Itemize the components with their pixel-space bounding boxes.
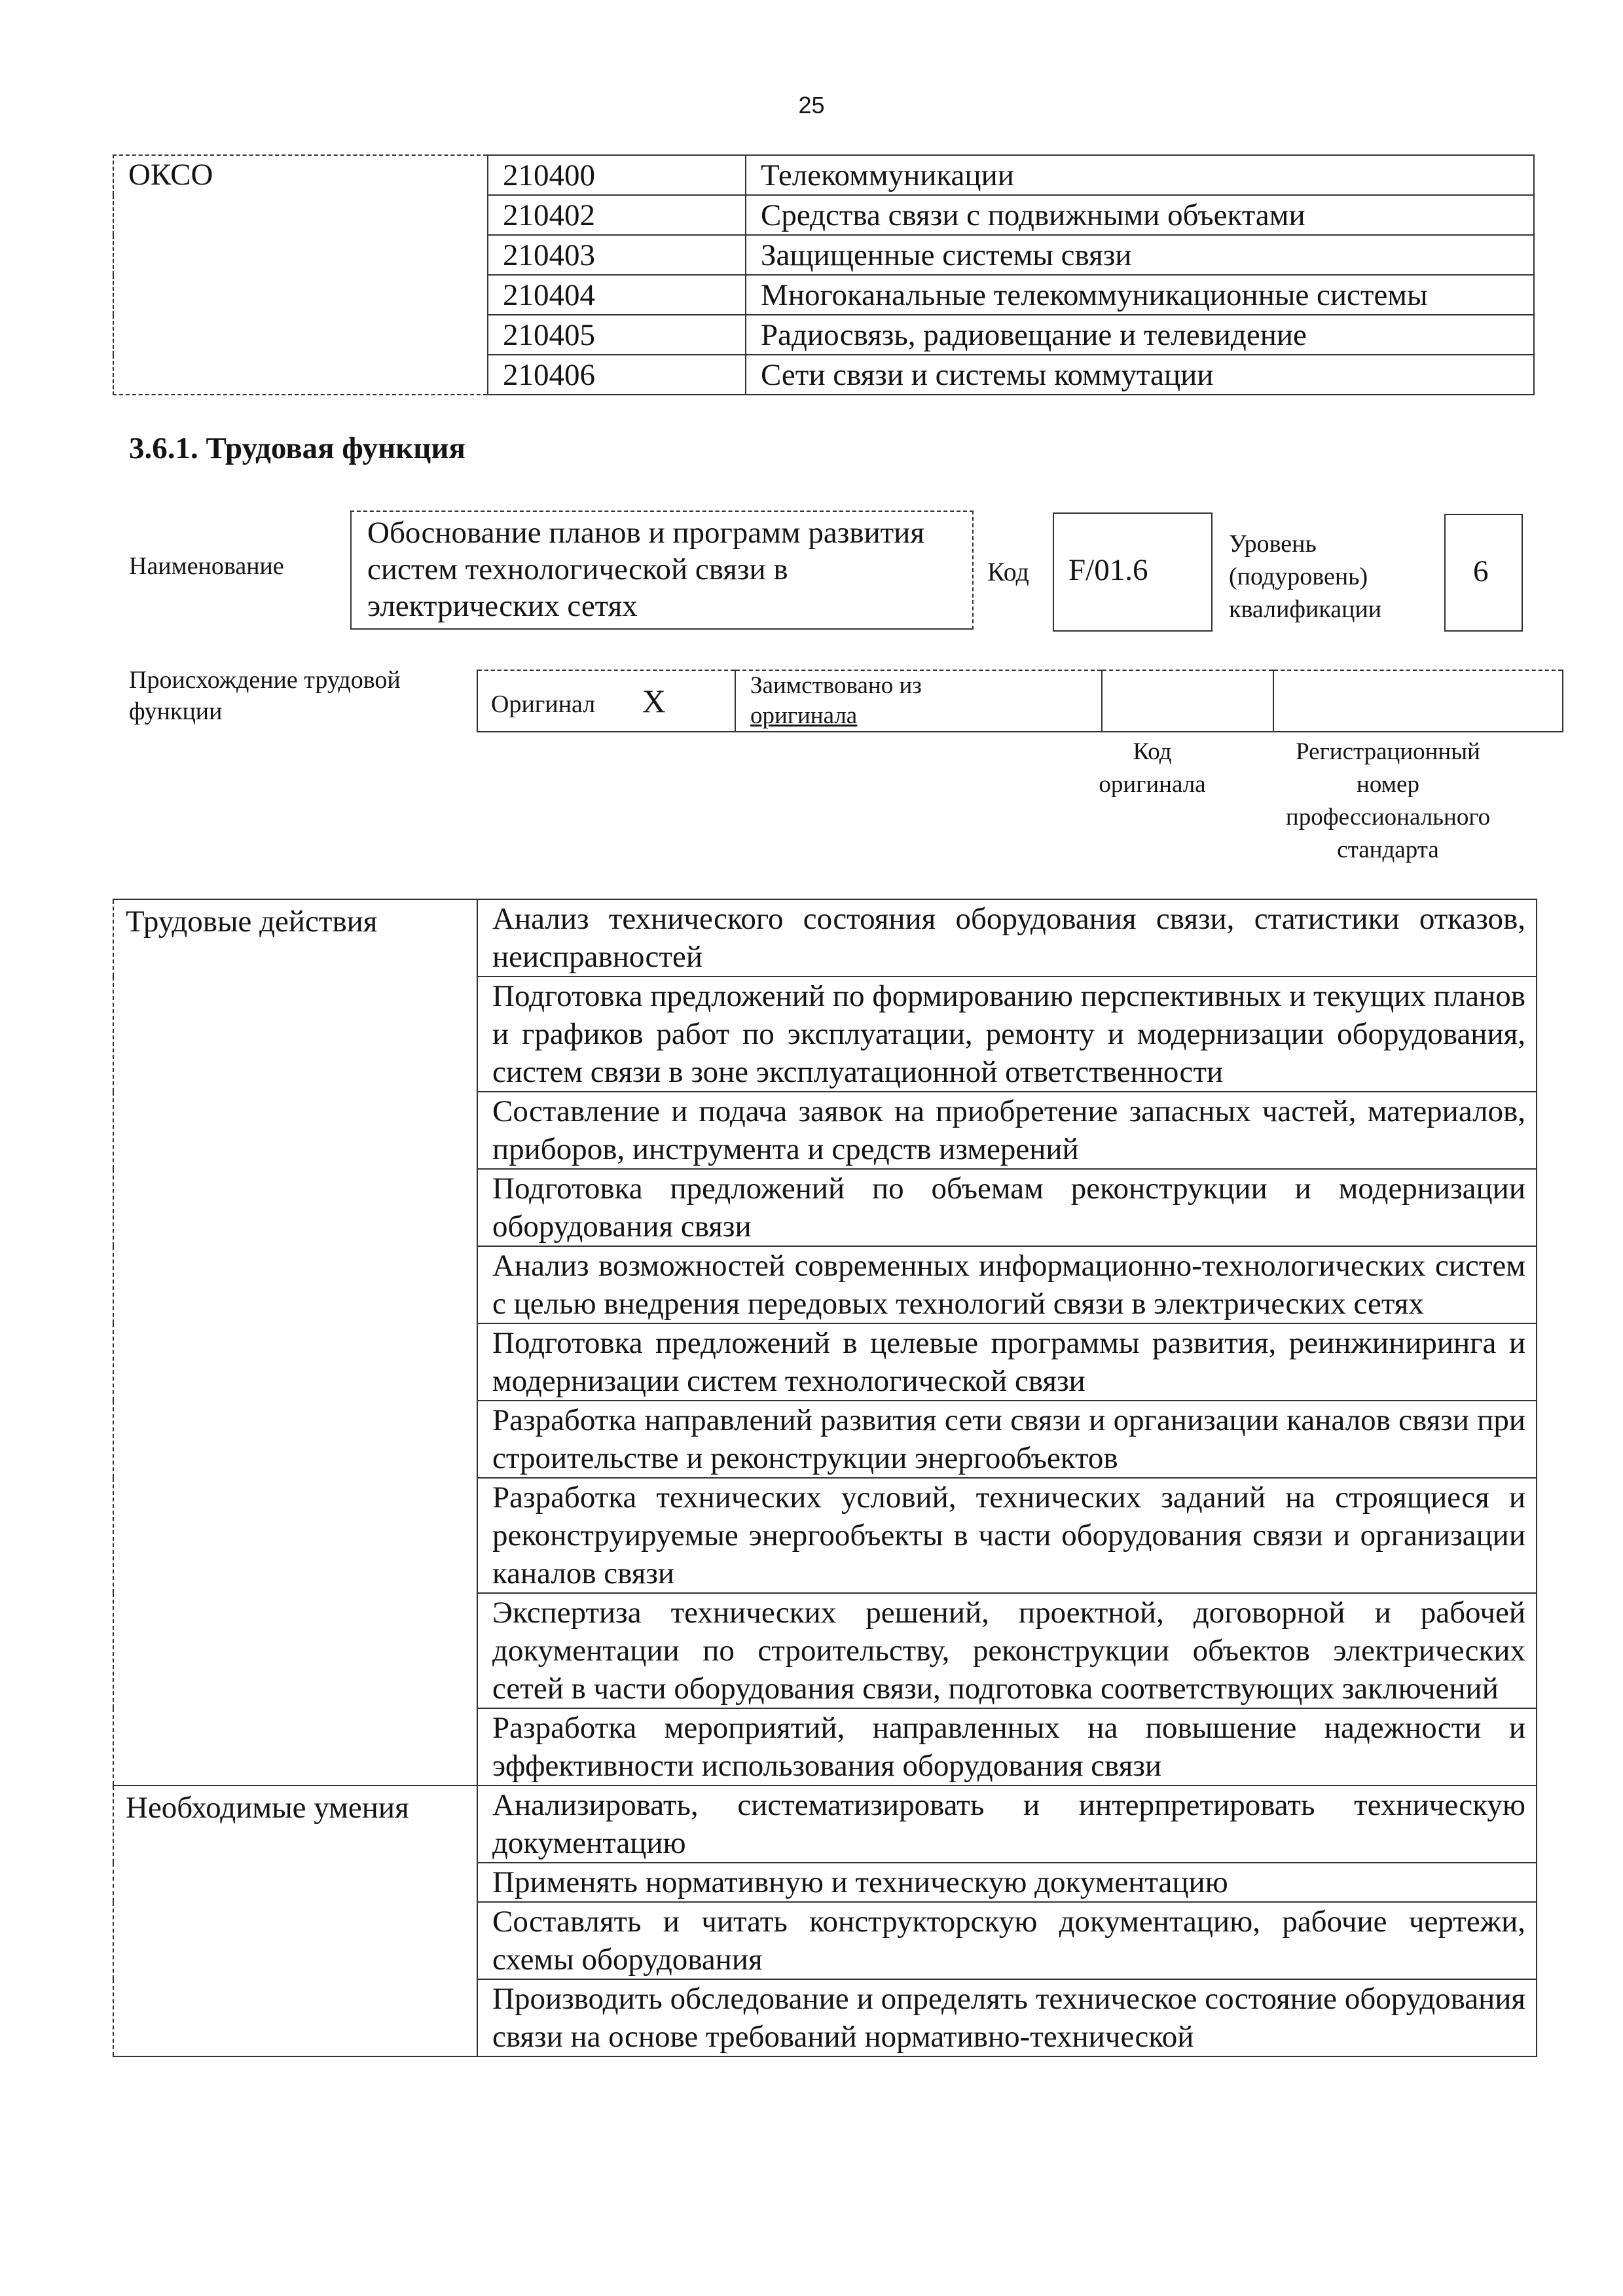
borrowed-line: Заимствовано из — [750, 672, 922, 699]
labor-action-item: Подготовка предложений в целевые программы развития, реинжиниринга и модернизации систем технологической связи — [477, 1323, 1537, 1401]
skill-item: Применять нормативную и техническую документацию — [477, 1863, 1537, 1902]
function-name-line: Обоснование планов и программ развития — [367, 516, 924, 550]
section-title: 3.6.1. Трудовая функция — [129, 431, 465, 465]
labor-action-item: Разработка направлений развития сети связи и организации каналов связи при строительстве и реконструкции энергообъектов — [477, 1401, 1537, 1478]
function-name-box — [350, 511, 974, 630]
level-label-line: (подуровень) — [1229, 563, 1368, 590]
skill-item: Составлять и читать конструкторскую документацию, рабочие чертежи, схемы оборудования — [477, 1902, 1537, 1979]
origin-label-line: Происхождение трудовой — [129, 666, 401, 694]
code-caption-line: оригинала — [1099, 771, 1206, 798]
okso-code: 210400 — [488, 155, 746, 195]
level-label-line: квалификации — [1229, 596, 1382, 623]
okso-name: Защищенные системы связи — [746, 235, 1534, 275]
code-caption — [1061, 736, 1244, 801]
okso-code: 210404 — [488, 275, 746, 315]
skills-header: Необходимые умения — [113, 1785, 477, 2056]
labor-actions-header: Трудовые действия — [113, 899, 477, 1785]
labor-action-item: Разработка мероприятий, направленных на повышение надежности и эффективности использования оборудования связи — [477, 1708, 1537, 1785]
reg-caption — [1244, 736, 1532, 867]
okso-name: Многоканальные телекоммуникационные системы — [746, 275, 1534, 315]
reg-caption-line: номер — [1357, 771, 1419, 798]
level-label-line: Уровень — [1229, 530, 1317, 558]
level-box — [1444, 514, 1523, 632]
okso-code: 210403 — [488, 235, 746, 275]
okso-code: 210406 — [488, 355, 746, 395]
okso-label: ОКСО — [113, 155, 488, 395]
name-label: Наименование — [129, 552, 284, 580]
okso-name: Телекоммуникации — [746, 155, 1534, 195]
okso-name: Сети связи и системы коммутации — [746, 355, 1534, 395]
labor-function-table — [113, 899, 1537, 2057]
reg-caption-line: Регистрационный — [1296, 738, 1480, 765]
labor-action-item: Анализ технического состояния оборудования связи, статистики отказов, неисправностей — [477, 899, 1537, 977]
labor-action-item: Составление и подача заявок на приобретение запасных частей, материалов, приборов, инструмента и средств измерений — [477, 1092, 1537, 1169]
function-name-line: электрических сетях — [367, 589, 638, 623]
labor-action-item: Разработка технических условий, технических заданий на строящиеся и реконструируемые энергообъекты в части оборудования связи и организации каналов связи — [477, 1478, 1537, 1593]
okso-code: 210405 — [488, 315, 746, 355]
labor-action-item: Подготовка предложений по объемам реконструкции и модернизации оборудования связи — [477, 1169, 1537, 1246]
skill-item: Анализировать, систематизировать и интерпретировать техническую документацию — [477, 1785, 1537, 1863]
borrowed-line: оригинала — [750, 702, 858, 729]
original-cell — [477, 670, 735, 732]
labor-action-item: Анализ возможностей современных информационно-технологических систем с целью внедрения передовых технологий связи в электрических сетях — [477, 1246, 1537, 1323]
borrowed-cell — [735, 670, 1102, 732]
reg-caption-line: профессионального — [1285, 804, 1491, 831]
function-name-line: систем технологической связи в — [367, 552, 788, 586]
okso-name: Средства связи с подвижными объектами — [746, 195, 1534, 235]
labor-action-item: Подготовка предложений по формированию перспективных и текущих планов и графиков работ по эксплуатации, ремонту и модернизации оборудования, систем связи в зоне эксплуатационной ответственности — [477, 977, 1537, 1092]
okso-row — [113, 155, 1534, 195]
level-value: 6 — [1473, 554, 1489, 588]
original-code-cell — [1102, 670, 1273, 732]
skill-item: Производить обследование и определять техническое состояние оборудования связи на основе требований нормативно-технической — [477, 1979, 1537, 2056]
code-box — [1053, 512, 1213, 632]
okso-table — [113, 154, 1535, 395]
reg-caption-line: стандарта — [1337, 836, 1439, 863]
table-row — [113, 1785, 1537, 1863]
origin-table — [477, 670, 1563, 732]
table-row — [113, 899, 1537, 977]
okso-name: Радиосвязь, радиовещание и телевидение — [746, 315, 1534, 355]
origin-label-line: функции — [129, 698, 223, 725]
page-number: 25 — [798, 92, 825, 118]
code-label: Код — [987, 557, 1029, 586]
code-caption-line: Код — [1133, 738, 1172, 765]
okso-code: 210402 — [488, 195, 746, 235]
original-mark: X — [642, 683, 666, 719]
labor-action-item: Экспертиза технических решений, проектной, договорной и рабочей документации по строительству, реконструкции объектов электрических сетей в части оборудования связи, подготовка соответствующих заключений — [477, 1593, 1537, 1708]
registration-number-cell — [1273, 670, 1563, 732]
original-label: Оригинал — [491, 691, 596, 718]
code-value: F/01.6 — [1068, 553, 1148, 587]
